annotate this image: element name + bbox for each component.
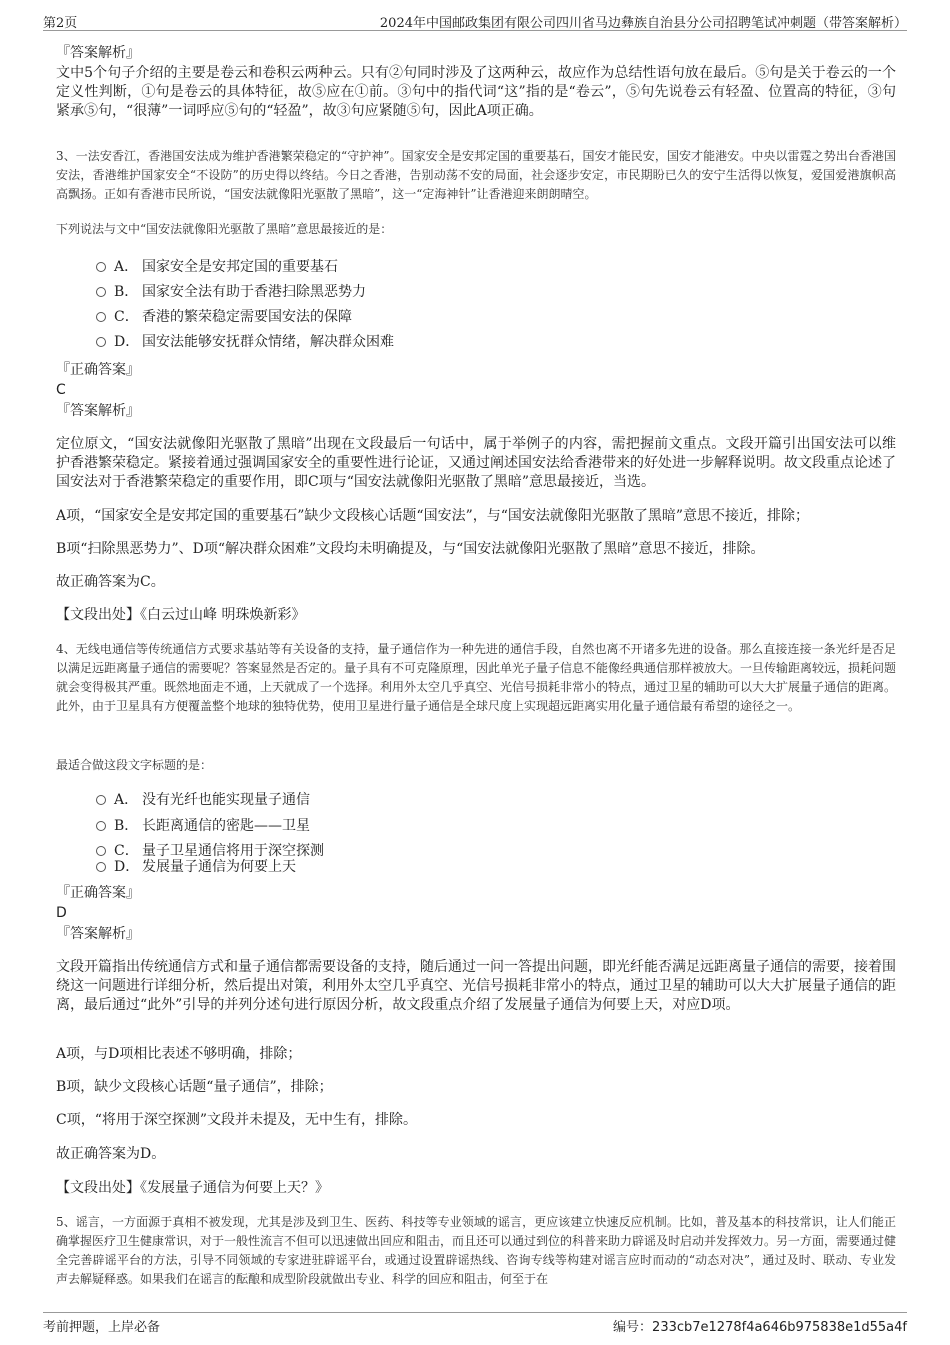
q3-conclusion: 故正确答案为C。 bbox=[56, 574, 165, 590]
radio-icon[interactable] bbox=[96, 262, 106, 272]
answer-analysis-label: 『答案解析』 bbox=[56, 45, 140, 61]
option-text: 量子卫星通信将用于深空探测 bbox=[142, 843, 324, 859]
radio-icon[interactable] bbox=[96, 795, 106, 805]
q4-analysis-a: A项，与D项相比表述不够明确，排除； bbox=[56, 1046, 302, 1062]
source-title: 《发展量子通信为何要上天？》 bbox=[140, 1180, 329, 1196]
q3-source bbox=[56, 606, 896, 625]
correct-answer-label: 『正确答案』 bbox=[56, 885, 140, 901]
q4-option-a[interactable] bbox=[96, 790, 310, 810]
document-title: 2024年中国邮政集团有限公司四川省马边彝族自治县分公司招聘笔试冲刺题（带答案解析） bbox=[379, 16, 907, 31]
q4-conclusion: 故正确答案为D。 bbox=[56, 1146, 166, 1162]
radio-icon[interactable] bbox=[96, 287, 106, 297]
page-number: 第2页 bbox=[43, 16, 78, 31]
radio-icon[interactable] bbox=[96, 821, 106, 831]
source-label: 【文段出处】 bbox=[56, 1180, 140, 1196]
q4-analysis-c: C项，“将用于深空探测”文段并未提及，无中生有，排除。 bbox=[56, 1112, 418, 1128]
option-text: 发展量子通信为何要上天 bbox=[142, 859, 296, 875]
code-value: 233cb7e1278f4a646b975838e1d55a4f bbox=[652, 1320, 907, 1335]
q4-option-d[interactable] bbox=[96, 857, 296, 877]
footer-slogan: 考前押题，上岸必备 bbox=[43, 1320, 161, 1335]
q3-analysis-a: A项，“国家安全是安邦定国的重要基石”缺少文段核心话题“国安法”，与“国安法就像阳光驱散了黑暗”意思不接近，排除； bbox=[56, 508, 810, 524]
q2-analysis-text: 文中5个句子介绍的主要是卷云和卷积云两种云。只有②句同时涉及了这两种云，故应作为总结性语句放在最后。⑤句是关于卷云的一个定义性判断，①句是卷云的具体特征，故⑤应在①前。③句中的指代词“这”指的是“卷云”，⑤句先说卷云有轻盈、位置高的特征，③句紧承⑤句，“很薄”一词呼应⑤句的“轻盈”，故③句应紧随⑤句，因此A项正确。 bbox=[56, 65, 896, 119]
q3-question: 下列说法与文中“国安法就像阳光驱散了黑暗”意思最接近的是： bbox=[56, 222, 393, 236]
code-label: 编号： bbox=[613, 1320, 653, 1335]
q3-option-c[interactable] bbox=[96, 307, 352, 327]
option-letter: B． bbox=[114, 284, 139, 300]
q4-option-b[interactable] bbox=[96, 816, 310, 836]
q4-question: 最适合做这段文字标题的是： bbox=[56, 758, 213, 772]
q4-passage: 4、无线电通信等传统通信方式要求基站等有关设备的支持，量子通信作为一种先进的通信手段，自然也离不开诸多先进的设备。那么直接连接一条光纤是否足以满足远距离量子通信的需要呢？答案显然是否定的。量子具有不可克隆原理，因此单光子量子信息不能像经典通信那样被放大。一旦传输距离较远，损耗问题就会变得极其严重。既然地面走不通，上天就成了一个选择。利用外太空几乎真空、光信号损耗非常小的特点，通过卫星的辅助可以大大扩展量子通信的距离。此外，由于卫星具有方便覆盖整个地球的独特优势，使用卫星进行量子通信是全球尺度上实现超远距离实用化量子通信最有希望的途径之一。 bbox=[56, 642, 897, 713]
option-text: 没有光纤也能实现量子通信 bbox=[142, 792, 310, 808]
answer-analysis-label: 『答案解析』 bbox=[56, 403, 140, 419]
answer-analysis-label: 『答案解析』 bbox=[56, 926, 140, 942]
document-code bbox=[613, 1316, 907, 1335]
option-letter: D． bbox=[114, 859, 140, 875]
q4-correct-answer: D bbox=[56, 905, 67, 921]
radio-icon[interactable] bbox=[96, 337, 106, 347]
option-text: 国家安全法有助于香港扫除黑恶势力 bbox=[142, 284, 366, 300]
q3-analysis-bd: B项“扫除黑恶势力”、D项“解决群众困难”文段均未明确提及，与“国安法就像阳光驱散了黑暗”意思不接近，排除。 bbox=[56, 541, 765, 557]
q3-correct-answer: C bbox=[56, 382, 66, 398]
radio-icon[interactable] bbox=[96, 312, 106, 322]
option-letter: D． bbox=[114, 334, 140, 350]
q4-source bbox=[56, 1179, 896, 1198]
option-letter: A． bbox=[114, 792, 139, 808]
page-footer bbox=[43, 1312, 907, 1335]
q3-option-d[interactable] bbox=[96, 332, 394, 352]
q3-option-b[interactable] bbox=[96, 282, 366, 302]
option-text: 香港的繁荣稳定需要国安法的保障 bbox=[142, 309, 352, 325]
source-label: 【文段出处】 bbox=[56, 607, 140, 623]
option-letter: A． bbox=[114, 259, 139, 275]
option-letter: C． bbox=[114, 843, 139, 859]
q3-analysis-main: 定位原文，“国安法就像阳光驱散了黑暗”出现在文段最后一句话中，属于举例子的内容，需把握前文重点。文段开篇引出国安法可以维护香港繁荣稳定。紧接着通过强调国家安全的重要性进行论证，又通过阐述国安法给香港带来的好处进一步解释说明。故文段重点论述了国安法对于香港繁荣稳定的重要作用，即C项与“国安法就像阳光驱散了黑暗”意思最接近，当选。 bbox=[56, 436, 896, 490]
q4-analysis-main: 文段开篇指出传统通信方式和量子通信都需要设备的支持，随后通过一问一答提出问题，即光纤能否满足远距离量子通信的需要，接着围绕这一问题进行详细分析，然后提出对策，利用外太空几乎真空、光信号损耗非常小的特点，通过卫星的辅助可以大大扩展量子通信的距离，最后通过“此外”引导的并列分述句进行原因分析，故文段重点介绍了发展量子通信为何要上天，对应D项。 bbox=[56, 959, 896, 1013]
option-letter: C． bbox=[114, 309, 139, 325]
option-text: 长距离通信的密匙——卫星 bbox=[142, 818, 310, 834]
q5-passage: 5、谣言，一方面源于真相不被发现，尤其是涉及到卫生、医药、科技等专业领域的谣言，更应该建立快速反应机制。比如，普及基本的科技常识，让人们能正确掌握医疗卫生健康常识，对于一般性流言不但可以迅速做出回应和阻击，而且还可以通过到位的科普来助力辟谣及时启动并发挥效力。另一方面，需要通过健全完善辟谣平台的方法，引导不同领域的专家进驻辟谣平台，或通过设置辟谣热线、咨询专线等构建对谣言应时而动的“动态对决”，通过及时、联动、专业发声去解疑释惑。如果我们在谣言的酝酿和成型阶段就做出专业、科学的回应和阻击，何至于在 bbox=[56, 1215, 897, 1286]
q3-passage: 3、一法安香江，香港国安法成为维护香港繁荣稳定的“守护神”。国家安全是安邦定国的重要基石，国安才能民安，国安才能港安。中央以雷霆之势出台香港国安法，香港维护国家安全“不设防”的历史得以终结。今日之香港，告别动荡不安的局面，社会逐步安定，市民期盼已久的安宁生活得以恢复，爱国爱港旗帜高高飘扬。正如有香港市民所说，“国安法就像阳光驱散了黑暗”，这一“定海神针”让香港迎来朗朗晴空。 bbox=[56, 149, 896, 201]
q4-analysis-b: B项，缺少文段核心话题“量子通信”，排除； bbox=[56, 1079, 333, 1095]
radio-icon[interactable] bbox=[96, 862, 106, 872]
q3-option-a[interactable] bbox=[96, 257, 338, 277]
radio-icon[interactable] bbox=[96, 846, 106, 856]
option-text: 国家安全是安邦定国的重要基石 bbox=[142, 259, 338, 275]
option-text: 国安法能够安抚群众情绪，解决群众困难 bbox=[142, 334, 394, 350]
page-header bbox=[43, 6, 907, 31]
option-letter: B． bbox=[114, 818, 139, 834]
source-title: 《白云过山峰 明珠焕新彩》 bbox=[140, 607, 306, 623]
correct-answer-label: 『正确答案』 bbox=[56, 362, 140, 378]
